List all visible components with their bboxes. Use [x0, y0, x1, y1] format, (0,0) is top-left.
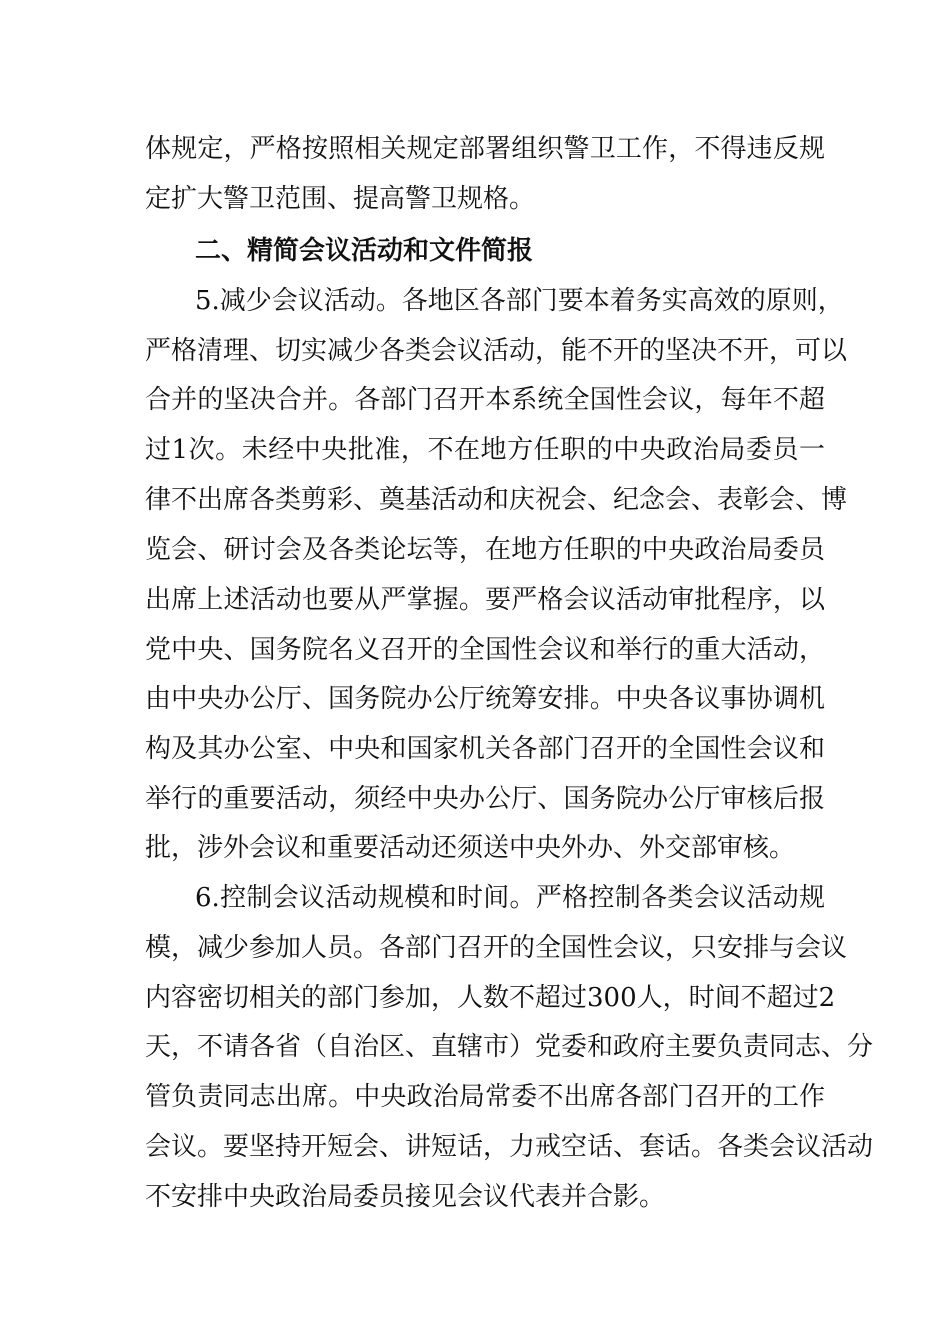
- item6-line-5: 管负责同志出席。中央政治局常委不出席各部门召开的工作: [145, 1082, 825, 1112]
- item5-line-6: 览会、研讨会及各类论坛等，在地方任职的中央政治局委员: [145, 535, 825, 565]
- item6-line-3: 内容密切相关的部门参加，人数不超过300人，时间不超过2: [145, 983, 836, 1013]
- item6-line-4: 天，不请各省（自治区、直辖市）党委和政府主要负责同志、分: [145, 1032, 874, 1062]
- item5-line-12: 批，涉外会议和重要活动还须送中央外办、外交部审核。: [145, 833, 796, 863]
- item5-line-2: 严格清理、切实减少各类会议活动，能不开的坚决不开，可以: [145, 336, 848, 366]
- item5-line-8: 党中央、国务院名义召开的全国性会议和举行的重大活动，: [145, 635, 825, 665]
- item5-line-11: 举行的重要活动，须经中央办公厅、国务院办公厅审核后报: [145, 784, 825, 814]
- item6-line-7: 不安排中央政治局委员接见会议代表并合影。: [145, 1182, 666, 1212]
- item5-line-1: 5.减少会议活动。各地区各部门要本着务实高效的原则，: [195, 286, 844, 316]
- item6-line-6: 会议。要坚持开短会、讲短话，力戒空话、套话。各类会议活动: [145, 1132, 874, 1162]
- item5-line-5: 律不出席各类剪彩、奠基活动和庆祝会、纪念会、表彰会、博: [145, 485, 848, 515]
- item5-line-4: 过1次。未经中央批准，不在地方任职的中央政治局委员一: [145, 435, 825, 465]
- item6-line-1: 6.控制会议活动规模和时间。严格控制各类会议活动规: [195, 883, 825, 913]
- section-heading: 二、精简会议活动和文件简报: [195, 236, 534, 266]
- item5-line-3: 合并的坚决合并。各部门召开本系统全国性会议，每年不超: [145, 385, 825, 415]
- item5-line-10: 构及其办公室、中央和国家机关各部门召开的全国性会议和: [145, 734, 825, 764]
- item6-line-2: 模，减少参加人员。各部门召开的全国性会议，只安排与会议: [145, 933, 848, 963]
- item5-line-9: 由中央办公厅、国务院办公厅统筹安排。中央各议事协调机: [145, 684, 825, 714]
- intro-line-1: 体规定，严格按照相关规定部署组织警卫工作，不得违反规: [145, 134, 825, 164]
- intro-line-2: 定扩大警卫范围、提高警卫规格。: [145, 184, 536, 214]
- item5-line-7: 出席上述活动也要从严掌握。要严格会议活动审批程序，以: [145, 585, 825, 615]
